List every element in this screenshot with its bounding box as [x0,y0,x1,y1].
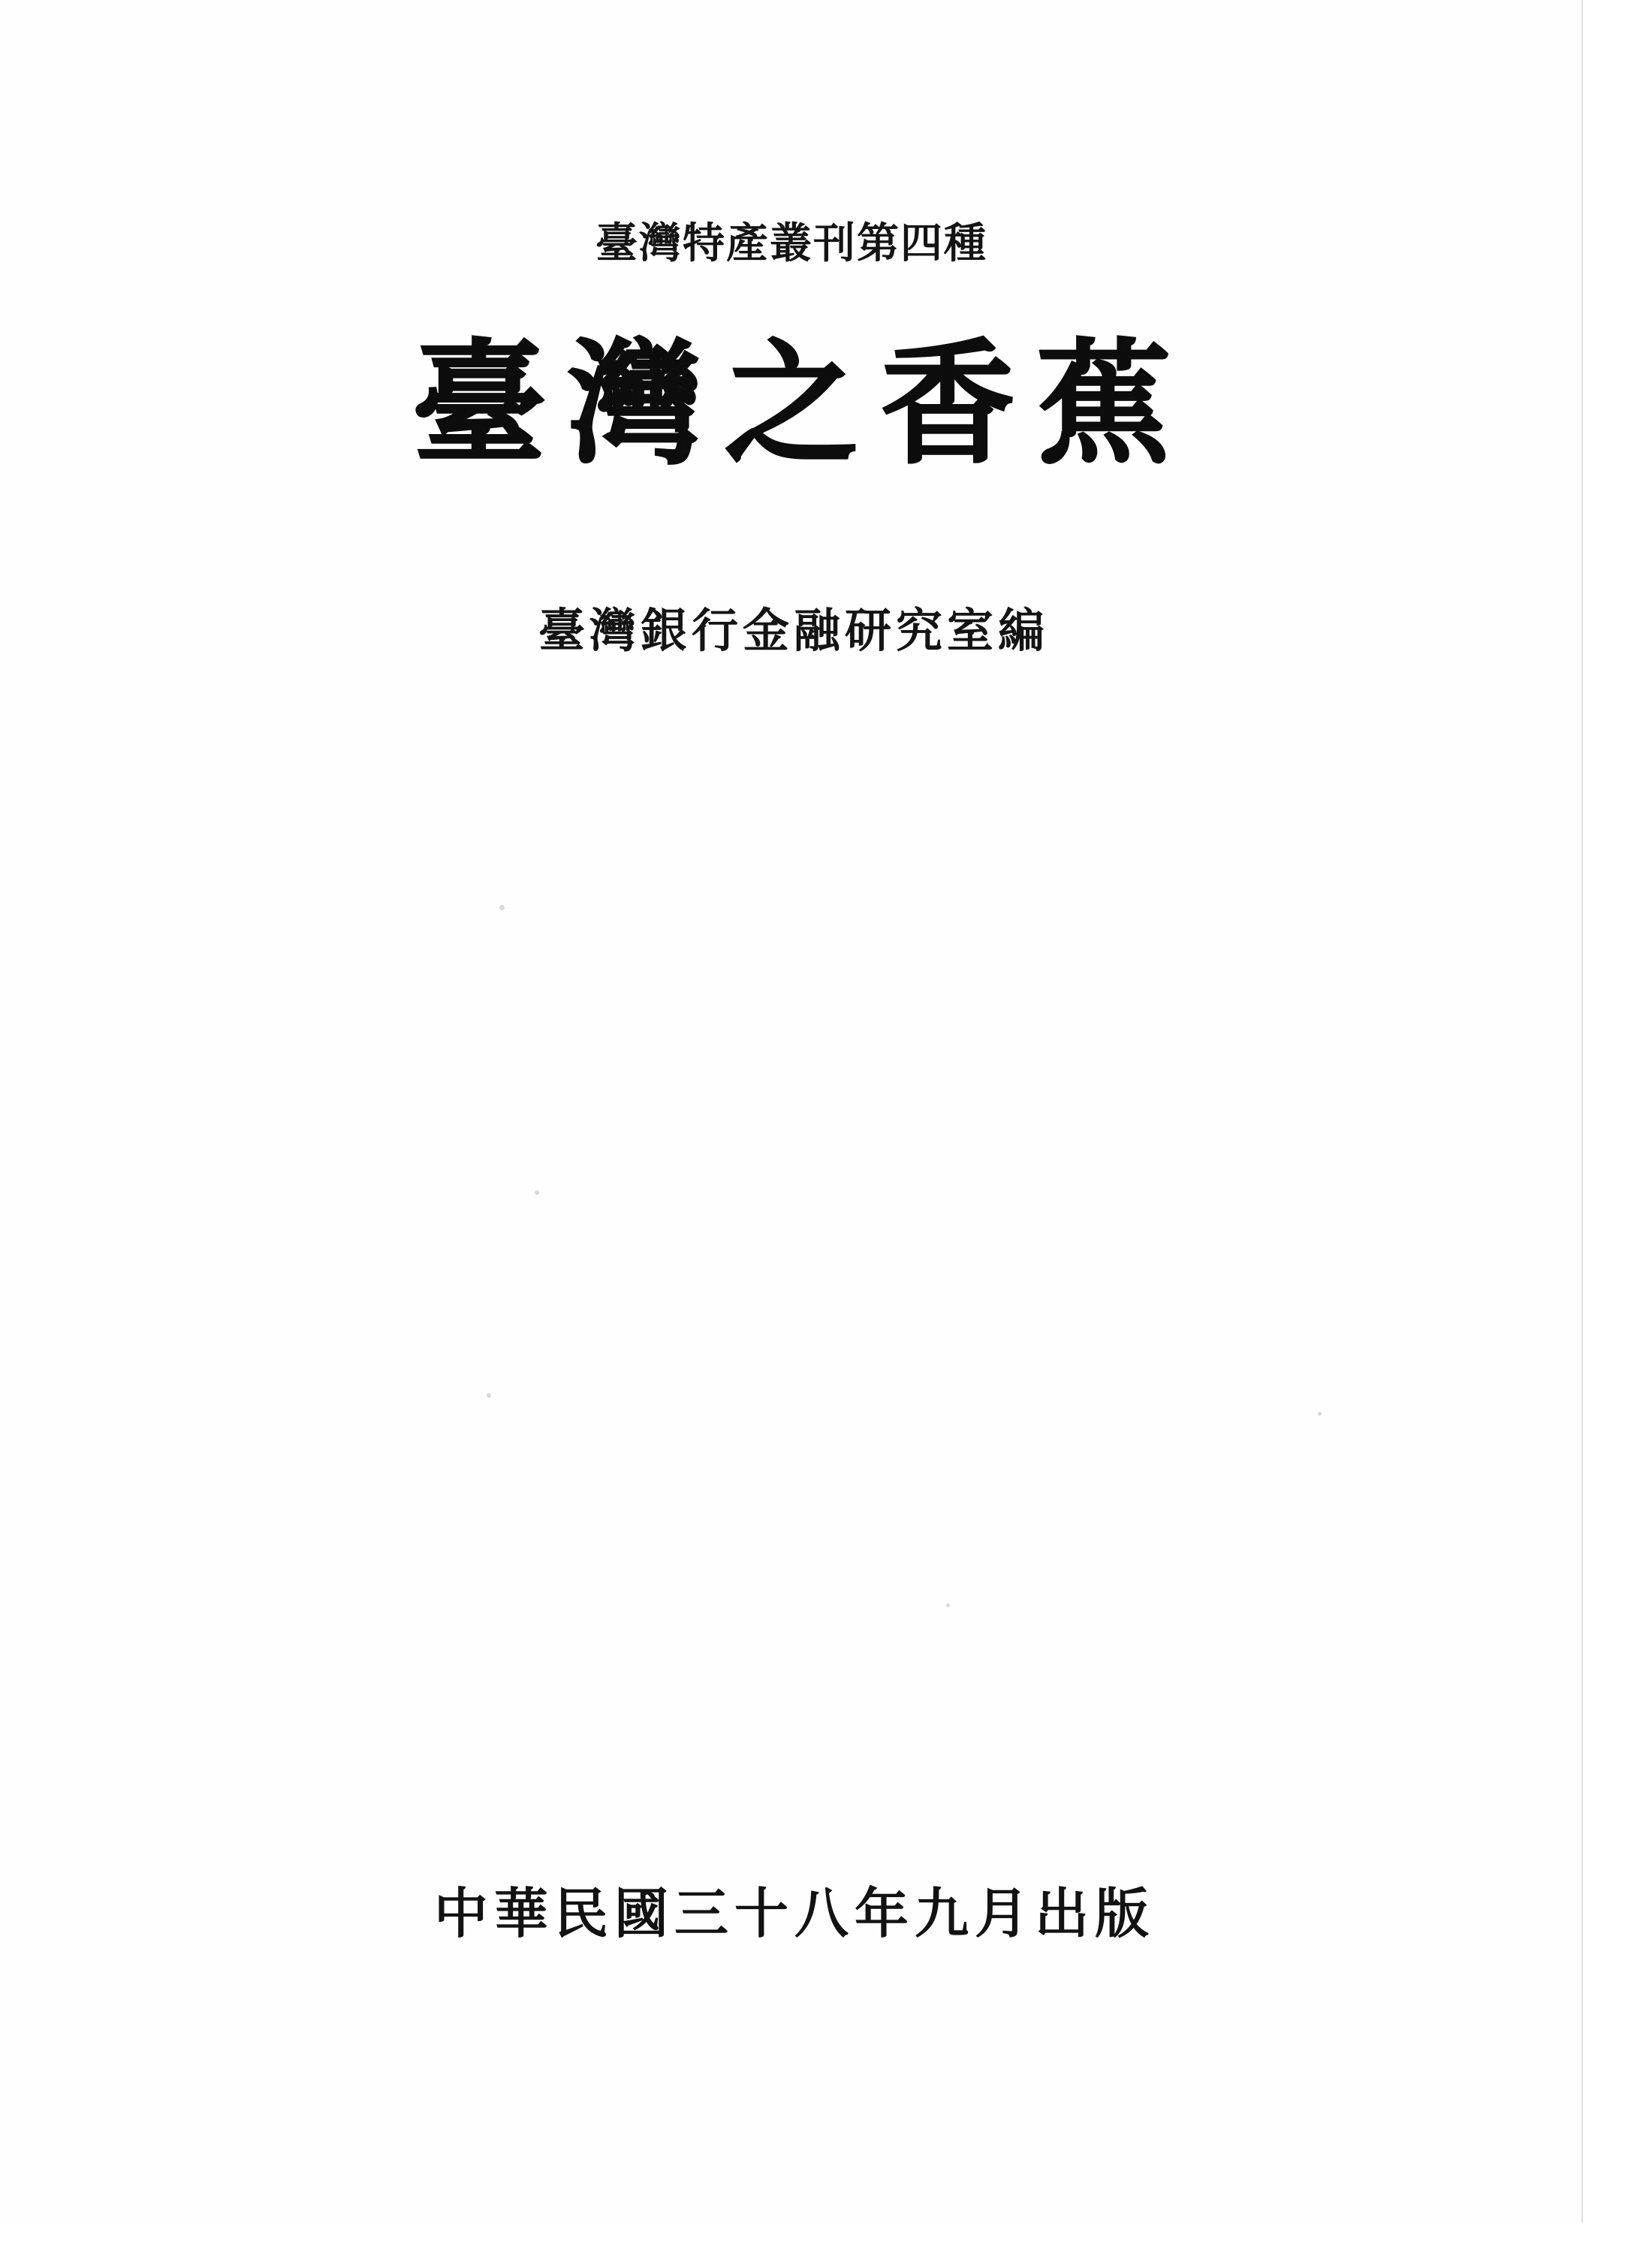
scan-speck [946,1603,950,1607]
editor-credit: 臺灣銀行金融研究室編 [538,603,1049,658]
series-label: 臺灣特產叢刊第四種 [595,219,987,268]
scan-page-edge [1581,0,1652,2253]
scan-speck [1318,1412,1322,1416]
scan-speck [535,1190,539,1195]
scan-speck [499,905,505,910]
publication-imprint: 中華民國三十八年九月出版 [433,1881,1155,1945]
scan-page-bottom-edge [0,2223,1652,2253]
scan-speck [487,1393,491,1398]
page-title: 臺灣之香蕉 [412,325,1193,482]
